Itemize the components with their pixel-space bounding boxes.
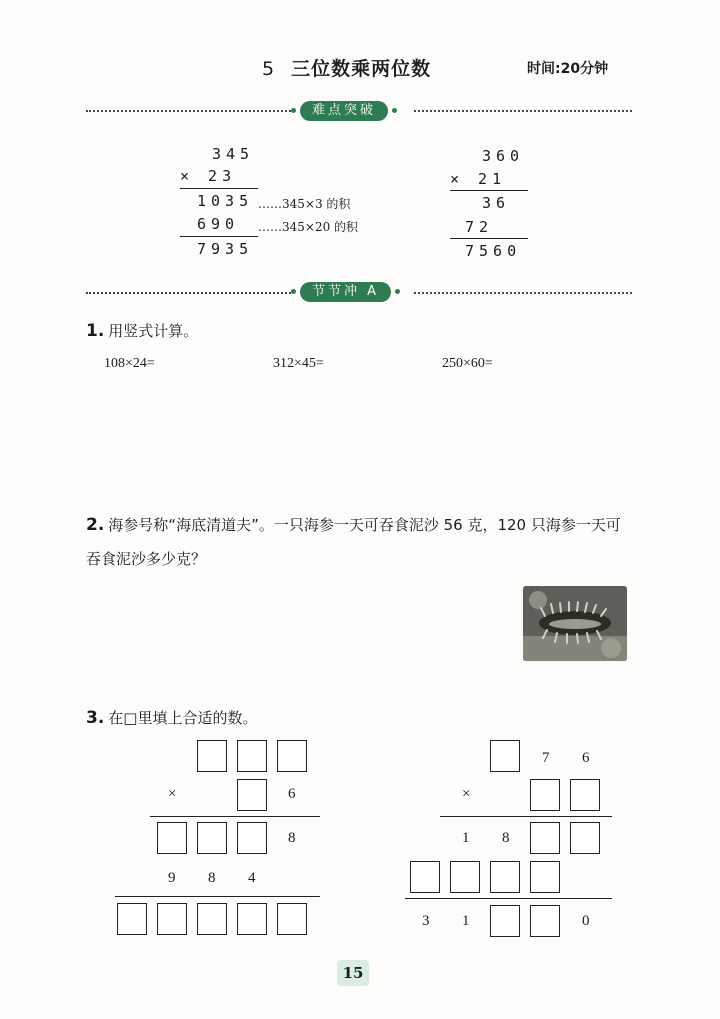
answer-box[interactable]	[157, 903, 187, 935]
question-3-number: 3.	[86, 708, 105, 728]
ex1-multiplier	[180, 167, 236, 185]
answer-box[interactable]	[490, 905, 520, 937]
digit: 1	[462, 913, 470, 929]
digit: 9	[168, 870, 176, 886]
ex2-result: 7560	[465, 242, 522, 260]
page-number: 15	[337, 960, 369, 986]
answer-box[interactable]	[490, 861, 520, 893]
digit: 8	[502, 830, 510, 846]
section-divider-right	[414, 110, 632, 112]
ex2-multiplier	[450, 170, 506, 188]
ex2-partial2: 72	[465, 218, 494, 236]
q1-expression-2: 312×45=	[273, 356, 324, 371]
sea-cucumber-photo	[523, 586, 627, 661]
q3-right-line-2	[405, 898, 612, 899]
q3-right-line-1	[440, 816, 612, 817]
answer-box[interactable]	[197, 822, 227, 854]
q1-expression-1: 108×24=	[104, 356, 155, 371]
question-1-text: 用竖式计算。	[108, 322, 199, 340]
time-limit: 时间:20分钟	[527, 61, 609, 77]
answer-box[interactable]	[450, 861, 480, 893]
answer-box[interactable]	[157, 822, 187, 854]
digit: 4	[248, 870, 256, 886]
times-sign: ×	[462, 786, 471, 802]
section-divider-left-2	[86, 292, 291, 294]
section-badge-a: 节节冲 A	[300, 282, 391, 302]
sea-cucumber-image	[523, 586, 627, 661]
question-2-number: 2.	[86, 515, 105, 535]
digit: 6	[288, 786, 296, 802]
ex1-partial1-note: ……345×3 的积	[258, 197, 351, 211]
ex1-line-1	[180, 188, 258, 189]
digit: 7	[542, 750, 550, 766]
section-divider-left	[86, 110, 291, 112]
ex1-line-2	[180, 236, 258, 237]
lesson-title: 三位数乘两位数	[291, 58, 432, 80]
ex1-partial2-note: ……345×20 的积	[258, 220, 359, 234]
page-title	[262, 54, 431, 81]
q1-expression-3: 250×60=	[442, 356, 493, 371]
digit: 6	[582, 750, 590, 766]
answer-box[interactable]	[277, 903, 307, 935]
answer-box[interactable]	[237, 903, 267, 935]
answer-box[interactable]	[237, 740, 267, 772]
ex2-multiplicand: 360	[482, 147, 525, 165]
question-3-text: 在□里填上合适的数。	[108, 709, 258, 727]
answer-box[interactable]	[530, 905, 560, 937]
question-1-heading	[86, 320, 198, 341]
digit: 3	[422, 913, 430, 929]
answer-box[interactable]	[117, 903, 147, 935]
digit: 0	[582, 913, 590, 929]
question-3-heading	[86, 707, 257, 728]
ex1-multiplier-row: × 23	[180, 167, 237, 185]
question-2-text: 海参号称“海底清道夫”。一只海参一天可吞食泥沙 56 克，120 只海参一天可吞食泥沙多少克？	[86, 516, 621, 568]
answer-box[interactable]	[410, 861, 440, 893]
ex1-multiplicand: 345	[212, 145, 255, 163]
ex2-multiplier-row: × 21	[450, 170, 507, 188]
digit: 8	[288, 830, 296, 846]
answer-box[interactable]	[237, 779, 267, 811]
answer-box[interactable]	[570, 779, 600, 811]
ex1-partial1: 1035	[197, 192, 254, 210]
answer-box[interactable]	[237, 822, 267, 854]
q3-left-line-2	[115, 896, 320, 897]
answer-box[interactable]	[530, 861, 560, 893]
lesson-number: 5	[262, 58, 276, 80]
answer-box[interactable]	[490, 740, 520, 772]
ex2-line-2	[450, 238, 528, 239]
answer-box[interactable]	[197, 903, 227, 935]
ex1-partial2: 690	[197, 215, 240, 233]
answer-box[interactable]	[197, 740, 227, 772]
section-badge-difficult: 难点突破	[300, 101, 388, 121]
ex1-result: 7935	[197, 240, 254, 258]
digit: 8	[208, 870, 216, 886]
answer-box[interactable]	[277, 740, 307, 772]
answer-box[interactable]	[530, 779, 560, 811]
q3-left-line-1	[150, 816, 320, 817]
answer-box[interactable]	[530, 822, 560, 854]
times-sign: ×	[168, 786, 177, 802]
question-2	[86, 508, 626, 576]
ex2-line-1	[450, 190, 528, 191]
digit: 1	[462, 830, 470, 846]
section-divider-right-2	[414, 292, 632, 294]
answer-box[interactable]	[570, 822, 600, 854]
question-1-number: 1.	[86, 321, 105, 341]
ex2-partial1: 36	[482, 194, 511, 212]
